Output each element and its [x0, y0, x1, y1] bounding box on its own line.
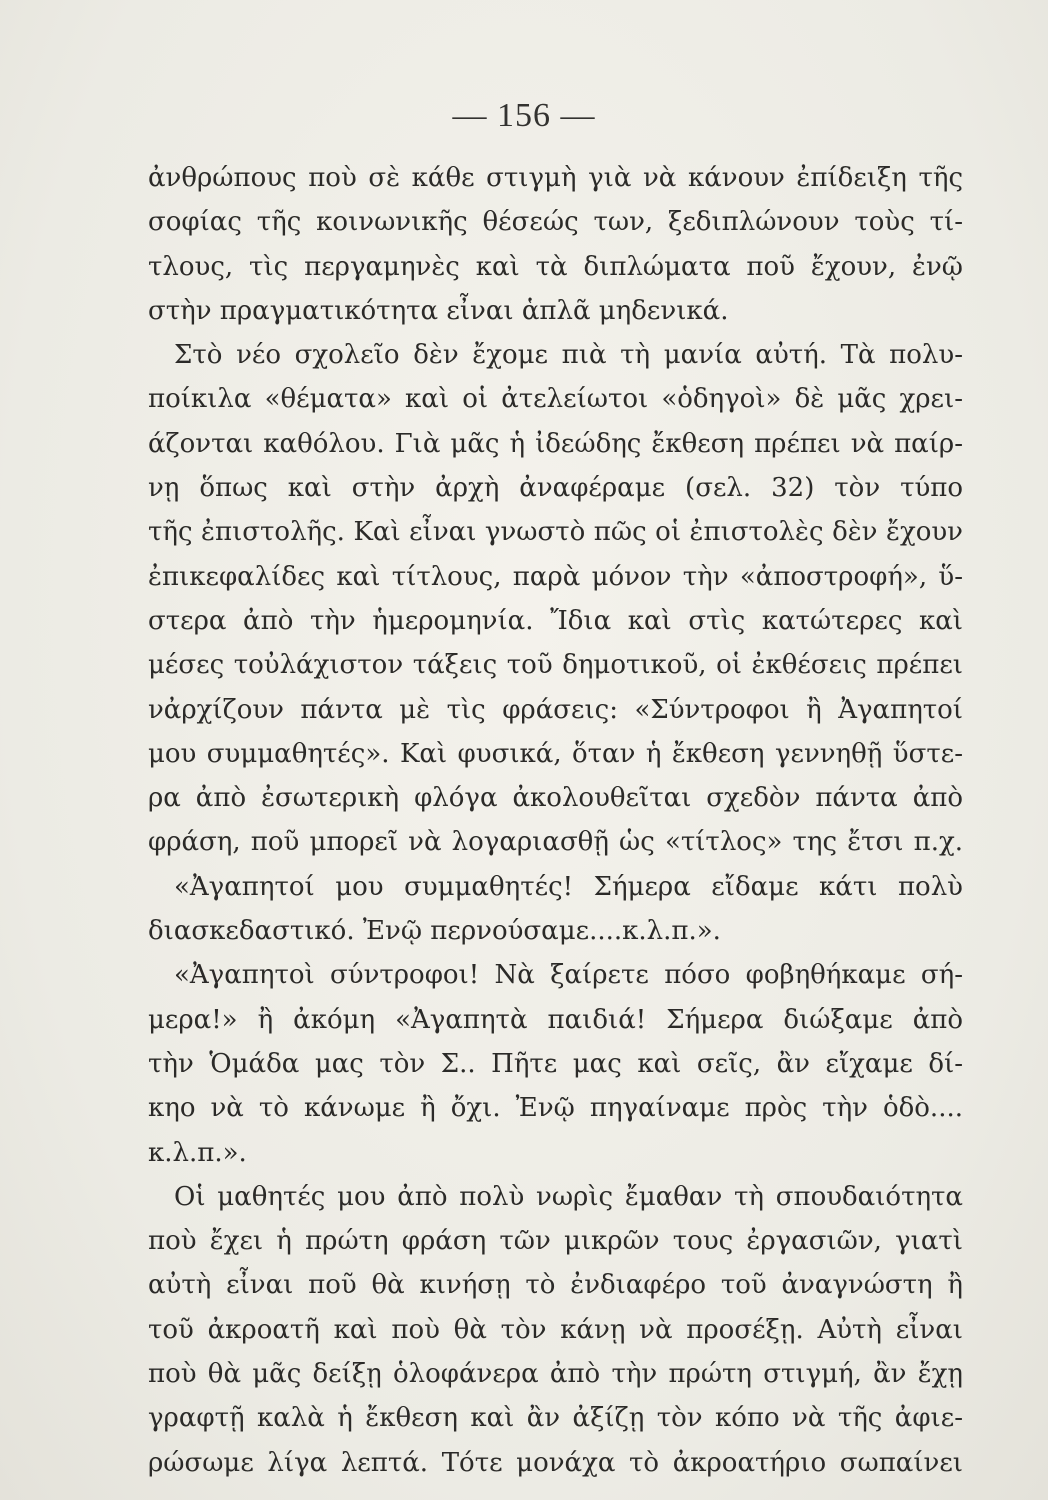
text-line: μέσες τοὐλάχιστον τάξεις τοῦ δημοτικοῦ, οἱ ἐκθέσεις πρέπει	[148, 650, 963, 681]
text-line: ποὺ ἔχει ἡ πρώτη φράση τῶν μικρῶν τους ἐργασιῶν, γιατὶ	[148, 1226, 963, 1257]
text-line: ρα ἀπὸ ἐσωτερικὴ φλόγα ἀκολουθεῖται σχεδὸν πάντα ἀπὸ	[148, 783, 963, 814]
text-line: κ.λ.π.».	[148, 1137, 247, 1168]
text-line: κηο νὰ τὸ κάνωμε ἢ ὄχι. Ἐνῷ πηγαίναμε πρὸς τὴν ὁδὸ....	[148, 1093, 963, 1124]
text-line: ρώσωμε λίγα λεπτά. Τότε μονάχα τὸ ἀκροατήριο σωπαίνει	[148, 1447, 963, 1478]
page-number: — 156 —	[452, 97, 596, 134]
text-line: νῃ ὅπως καὶ στὴν ἀρχὴ ἀναφέραμε (σελ. 32) τὸν τύπο	[148, 473, 963, 504]
text-line: γραφτῇ καλὰ ἡ ἔκθεση καὶ ἂν ἀξίζῃ τὸν κόπο νὰ τῆς ἀφιε-	[148, 1403, 963, 1434]
text-line: τῆς ἐπιστολῆς. Καὶ εἶναι γνωστὸ πῶς οἱ ἐπιστολὲς δὲν ἔχουν	[148, 517, 963, 548]
text-line: σοφίας τῆς κοινωνικῆς θέσεώς των, ξεδιπλώνουν τοὺς τί-	[148, 207, 963, 238]
text-line: τὴν Ὁμάδα μας τὸν Σ.. Πῆτε μας καὶ σεῖς, ἂν εἴχαμε δί-	[148, 1048, 963, 1079]
text-line: αὐτὴ εἶναι ποῦ θὰ κινήσῃ τὸ ἐνδιαφέρο τοῦ ἀναγνώστη ἢ	[148, 1270, 963, 1301]
text-line: τλους, τὶς περγαμηνὲς καὶ τὰ διπλώματα ποῦ ἔχουν, ἐνῷ	[148, 251, 963, 282]
text-line: διασκεδαστικό. Ἐνῷ περνούσαμε....κ.λ.π.».	[148, 916, 721, 947]
text-line: φράση, ποῦ μπορεῖ νὰ λογαριασθῇ ὡς «τίτλος» της ἔτσι π.χ.	[148, 827, 963, 858]
body-text	[148, 156, 963, 1485]
text-line: τοῦ ἀκροατῆ καὶ ποὺ θὰ τὸν κάνῃ νὰ προσέξῃ. Αὐτὴ εἶναι	[148, 1314, 963, 1345]
text-line: ἐπικεφαλίδες καὶ τίτλους, παρὰ μόνον τὴν «ἀποστροφή», ὕ-	[148, 561, 963, 592]
text-line: άζονται καθόλου. Γιὰ μᾶς ἡ ἰδεώδης ἔκθεση πρέπει νὰ παίρ-	[148, 428, 963, 459]
text-line: ἀνθρώπους ποὺ σὲ κάθε στιγμὴ γιὰ νὰ κάνουν ἐπίδειξη τῆς	[148, 163, 963, 193]
text-line: «Ἀγαπητοὶ σύντροφοι! Νὰ ξαίρετε πόσο φοβηθήκαμε σή-	[174, 960, 963, 991]
text-line: στερα ἀπὸ τὴν ἡμερομηνία. Ἴδια καὶ στὶς κατώτερες καὶ	[148, 605, 963, 636]
text-line: νἀρχίζουν πάντα μὲ τὶς φράσεις: «Σύντροφοι ἢ Ἀγαπητοί	[148, 694, 963, 725]
text-line: Οἱ μαθητές μου ἀπὸ πολὺ νωρὶς ἔμαθαν τὴ σπουδαιότητα	[174, 1181, 963, 1212]
text-line: μου συμμαθητές». Καὶ φυσικά, ὅταν ἡ ἔκθεση γεννηθῇ ὕστε-	[148, 738, 963, 769]
text-line: μερα!» ἢ ἀκόμη «Ἀγαπητὰ παιδιά! Σήμερα διώξαμε ἀπὸ	[148, 1004, 963, 1035]
text-line: «Ἀγαπητοί μου συμμαθητές! Σήμερα εἴδαμε κάτι πολὺ	[174, 871, 963, 902]
text-line: ποὺ θὰ μᾶς δείξῃ ὁλοφάνερα ἀπὸ τὴν πρώτη στιγμή, ἂν ἔχῃ	[148, 1359, 963, 1390]
text-line: Στὸ νέο σχολεῖο δὲν ἔχομε πιὰ τὴ μανία αὐτή. Τὰ πολυ-	[174, 340, 963, 371]
text-line: ποίκιλα «θέματα» καὶ οἱ ἀτελείωτοι «ὁδηγοὶ» δὲ μᾶς χρει-	[148, 384, 963, 415]
text-line: στὴν πραγματικότητα εἶναι ἁπλᾶ μηδενικά.	[148, 295, 729, 326]
